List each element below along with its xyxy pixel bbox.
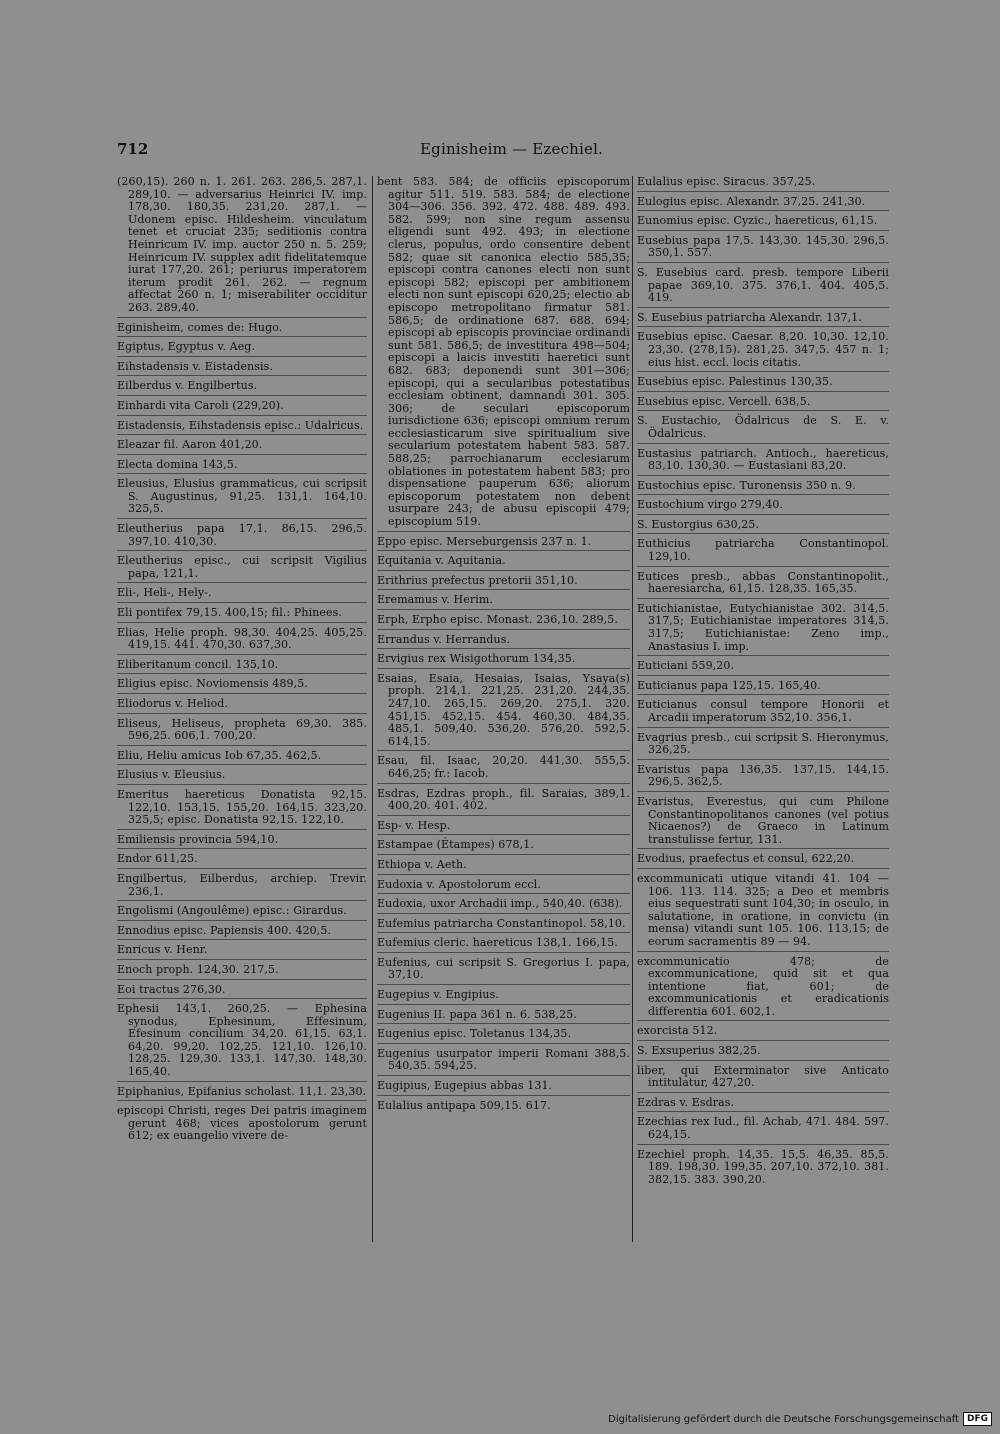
index-entry: Enoch proph. 124,30. 217,5.: [117, 964, 367, 980]
index-entry: Ezechiel proph. 14,35. 15,5. 46,35. 85,5. 189. 198,30. 199,35. 207,10. 372,10. 381. 382,15. 383. 390,20.: [637, 1147, 889, 1186]
index-entry: (260,15). 260 n. 1. 261. 263. 286,5. 287,1. 289,10. — adversarius Heinrici IV. imp. 178,30. 180,35. 231,20. 287,1. — Udonem episc. Hildesheim. vinculatum tenet et cruciat 235; seditionis contra Heinricum IV. imp. auctor 250 n. 5. 259; Heinricum IV. supplex adit fidelitatemque iurat 177,20. 261; periurus imperatorem iterum prodit 261. 262. — regnum affectat 260 n. 1; miserabiliter occiditur 263. 289,40.: [117, 176, 367, 318]
index-entry: Epiphanius, Epifanius scholast. 11,1. 23,30.: [117, 1086, 367, 1102]
index-entry: Erph, Erpho episc. Monast. 236,10. 289,5.: [377, 614, 630, 630]
index-entry: Eudoxia, uxor Archadii imp., 540,40. (638).: [377, 898, 630, 914]
index-entry: Eugenius episc. Toletanus 134,35.: [377, 1028, 630, 1044]
index-entry: Evodius, praefectus et consul, 622,20.: [637, 853, 889, 869]
index-entry: S. Eustachio, Ödalricus de S. E. v. Ödalricus.: [637, 415, 889, 443]
index-entry: Euthicius patriarcha Constantinopol. 129,10.: [637, 538, 889, 566]
dfg-logo: DFG: [963, 1412, 992, 1426]
index-entry: Ennodius episc. Papiensis 400. 420,5.: [117, 925, 367, 941]
index-entry: Eleazar fil. Aaron 401,20.: [117, 439, 367, 455]
index-entry: Ezechias rex Iud., fil. Achab, 471. 484. 597. 624,15.: [637, 1116, 889, 1144]
index-entry: episcopi Christi, reges Dei patris imaginem gerunt 468; vices apostolorum gerunt 612; ex euangelio vivere de-: [117, 1104, 367, 1143]
index-entry: Eulogius episc. Alexandr. 37,25. 241,30.: [637, 196, 889, 212]
index-entry: Eulalius episc. Siracus. 357,25.: [637, 176, 889, 192]
index-entry: Eustasius patriarch. Antioch., haereticus, 83,10. 130,30. — Eustasiani 83,20.: [637, 448, 889, 476]
index-entry: S. Exsuperius 382,25.: [637, 1045, 889, 1061]
index-entry: Ephesii 143,1. 260,25. — Ephesina synodus, Ephesinum, Effesinum, Efesinum concilium 34,20. 61,15. 63,1. 64,20. 99,20. 102,25. 121,10. 126,10. 128,25. 129,30. 133,1. 147,30. 148,30. 165,40.: [117, 1003, 367, 1082]
index-entry: excommunicatio 478; de excommunicatione, quid sit et qua intentione fiat, 601; de excommunicationis et eradicationis differentia 601. 602,1.: [637, 956, 889, 1022]
index-entry: Emeritus haereticus Donatista 92,15. 122,10. 153,15. 155,20. 164,15. 323,20. 325,5; episc. Donatista 92,15. 122,10.: [117, 789, 367, 830]
index-entry: Eugipius, Eugepius abbas 131.: [377, 1080, 630, 1096]
index-entry: exorcista 512.: [637, 1025, 889, 1041]
index-entry: Electa domina 143,5.: [117, 459, 367, 475]
index-entry: Erithrius prefectus pretorii 351,10.: [377, 575, 630, 591]
index-entry: Eusebius episc. Caesar. 8,20. 10,30. 12,10. 23,30. (278,15). 281,25. 347,5. 457 n. 1; eius hist. eccl. locis citatis.: [637, 331, 889, 372]
index-entry: bent 583. 584; de officiis episcoporum agitur 511. 519. 583. 584; de electione 304—306. 356. 392. 472. 488. 489. 493. 582. 599; non sine regum assensu eligendi sunt 492. 493; in electione clerus, populus, ordo consentire debent 582; quae sit canonica electio 585,35; episcopi contra canones electi non sunt episcopi 582; episcopi per ambitionem electi non sunt episcopi 620,25; electio ab episcopo metropolitano firmatur 581. 586,5; de ordinatione 687. 688. 694; episcopi ab episcopis provinciae ordinandi sunt 581. 586,5; de investitura 498—504; episcopi a laicis investiti haeretici sunt 682. 683; deponendi sunt 301—306; episcopi, qui a secularibus potestatibus ecclesiam obtinent, damnandi 301. 305. 306; de seculari episcoporum iurisdictione 636; episcopi omnium rerum ecclesiasticarum sive spiritualium sive secularium potestatem habent 583. 587. 588,25; parrochianarum ecclesiarum oblationes in potestatem habent 583; pro dispensatione pauperum 636; aliorum episcoporum potestatem non debent usurpare 243; de abusu episcopii 479; episcopium 519.: [377, 176, 630, 532]
index-entry: Eliu, Heliu amicus Iob 67,35. 462,5.: [117, 750, 367, 766]
index-entry: liber, qui Exterminator sive Anticato intitulatur, 427,20.: [637, 1065, 889, 1093]
index-entry: Elias, Helie proph. 98,30. 404,25. 405,25. 419,15. 441. 470,30. 637,30.: [117, 627, 367, 655]
index-entry: Eilberdus v. Engilbertus.: [117, 380, 367, 396]
index-entry: Eugenius usurpator imperii Romani 388,5. 540,35. 594,25.: [377, 1048, 630, 1076]
index-entry: Eppo episc. Merseburgensis 237 n. 1.: [377, 536, 630, 552]
index-entry: Einhardi vita Caroli (229,20).: [117, 400, 367, 416]
index-entry: Equitania v. Aquitania.: [377, 555, 630, 571]
index-entry: Euticianus consul tempore Honorii et Arcadii imperatorum 352,10. 356,1.: [637, 699, 889, 727]
index-entry: Evaristus papa 136,35. 137,15. 144,15. 296,5. 362,5.: [637, 764, 889, 792]
index-entry: Eli pontifex 79,15. 400,15; fil.: Phinees.: [117, 607, 367, 623]
index-entry: Eufemius cleric. haereticus 138,1. 166,15.: [377, 937, 630, 953]
index-entry: Eutichianistae, Eutychianistae 302. 314,5. 317,5; Eutichianistae imperatores 314,5. 317,5; Eutichianistae: Zeno imp., Anastasius I. imp.: [637, 603, 889, 656]
index-column-2: [377, 176, 630, 1118]
index-entry: Evaristus, Everestus, qui cum Philone Constantinopolitanos canones (vel potius Nicaenos?) de Graeco in Latinum transtulisse fertur, 131.: [637, 796, 889, 849]
index-entry: Euticiani 559,20.: [637, 660, 889, 676]
index-entry: Eremamus v. Herim.: [377, 594, 630, 610]
index-entry: Eliodorus v. Heliod.: [117, 698, 367, 714]
index-entry: Enricus v. Henr.: [117, 944, 367, 960]
index-entry: Eligius episc. Noviomensis 489,5.: [117, 678, 367, 694]
index-entry: Engolismi (Angoulême) episc.: Girardus.: [117, 905, 367, 921]
index-entry: Esaias, Esaia, Hesaias, Isaias, Ysaya(s) proph. 214,1. 221,25. 231,20. 244,35. 247,10. 265,15. 269,20. 275,1. 320. 451,15. 452,15. 454. 460,30. 484,35. 485,1. 509,40. 536,20. 576,20. 592,5. 614,15.: [377, 673, 630, 752]
page-number: 712: [117, 140, 149, 158]
index-entry: Eusebius papa 17,5. 143,30. 145,30. 296,5. 350,1. 557.: [637, 235, 889, 263]
running-head: Eginisheim — Ezechiel.: [420, 140, 604, 158]
index-entry: Eunomius episc. Cyzic., haereticus, 61,15.: [637, 215, 889, 231]
index-entry: Euticianus papa 125,15. 165,40.: [637, 680, 889, 696]
index-entry: Engilbertus, Eilberdus, archiep. Trevir. 236,1.: [117, 873, 367, 901]
index-column-3: [637, 176, 889, 1192]
index-entry: Eginisheim, comes de: Hugo.: [117, 322, 367, 338]
index-entry: Ezdras v. Esdras.: [637, 1097, 889, 1113]
column-divider: [372, 176, 373, 1242]
index-entry: Eliseus, Heliseus, propheta 69,30. 385. 596,25. 606,1. 700,20.: [117, 718, 367, 746]
index-entry: Eusebius episc. Palestinus 130,35.: [637, 376, 889, 392]
index-entry: Errandus v. Herrandus.: [377, 634, 630, 650]
index-entry: excommunicati utique vitandi 41. 104 — 106. 113. 114. 325; a Deo et membris eius sequestrati sunt 104,30; in osculo, in salutatione, in oratione, in convictu (in mensa) vitandi sunt 105. 106. 113,15; de eorum sacramentis 89 — 94.: [637, 873, 889, 952]
index-entry: Esau, fil. Isaac, 20,20. 441,30. 555,5. 646,25; fr.: Iacob.: [377, 755, 630, 783]
index-entry: Esdras, Ezdras proph., fil. Saraias, 389,1. 400,20. 401. 402.: [377, 788, 630, 816]
index-entry: Emiliensis provincia 594,10.: [117, 834, 367, 850]
index-entry: Eugenius II. papa 361 n. 6. 538,25.: [377, 1009, 630, 1025]
index-entry: Eleusius, Elusius grammaticus, cui scripsit S. Augustinus, 91,25. 131,1. 164,10. 325,5.: [117, 478, 367, 519]
index-entry: Eustochius episc. Turonensis 350 n. 9.: [637, 480, 889, 496]
credit-text: Digitalisierung gefördert durch die Deutsche Forschungsgemeinschaft: [608, 1413, 959, 1425]
index-entry: Eustochium virgo 279,40.: [637, 499, 889, 515]
index-entry: Eudoxia v. Apostolorum eccl.: [377, 879, 630, 895]
index-entry: Eleutherius episc., cui scripsit Vigilius papa, 121,1.: [117, 555, 367, 583]
index-entry: Eutices presb., abbas Constantinopolit., haeresiarcha, 61,15. 128,35. 165,35.: [637, 571, 889, 599]
index-entry: Endor 611,25.: [117, 853, 367, 869]
index-entry: Esp- v. Hesp.: [377, 820, 630, 836]
index-entry: Eufenius, cui scripsit S. Gregorius I. papa, 37,10.: [377, 957, 630, 985]
index-entry: S. Eusebius patriarcha Alexandr. 137,1.: [637, 312, 889, 328]
index-entry: Eugepius v. Engipius.: [377, 989, 630, 1005]
index-entry: Ethiopa v. Aeth.: [377, 859, 630, 875]
index-column-1: [117, 176, 367, 1149]
index-entry: Eusebius episc. Vercell. 638,5.: [637, 396, 889, 412]
index-entry: S. Eusebius card. presb. tempore Liberii papae 369,10. 375. 376,1. 404. 405,5. 419.: [637, 267, 889, 308]
index-entry: Ervigius rex Wisigothorum 134,35.: [377, 653, 630, 669]
index-entry: Evagrius presb., cui scripsit S. Hieronymus, 326,25.: [637, 732, 889, 760]
index-entry: Egiptus, Egyptus v. Aeg.: [117, 341, 367, 357]
index-entry: Estampae (Étampes) 678,1.: [377, 839, 630, 855]
index-entry: Eleutherius papa 17,1. 86,15. 296,5. 397,10. 410,30.: [117, 523, 367, 551]
index-entry: Eoi tractus 276,30.: [117, 984, 367, 1000]
index-entry: Eistadensis, Eihstadensis episc.: Udalricus.: [117, 420, 367, 436]
index-entry: Eli-, Heli-, Hely-.: [117, 587, 367, 603]
index-entry: S. Eustorgius 630,25.: [637, 519, 889, 535]
index-entry: Eihstadensis v. Eistadensis.: [117, 361, 367, 377]
index-entry: Eulalius antipapa 509,15. 617.: [377, 1098, 551, 1112]
column-divider: [632, 176, 633, 1242]
index-entry: Eliberitanum concil. 135,10.: [117, 659, 367, 675]
index-entry: Elusius v. Eleusius.: [117, 769, 367, 785]
digitization-credit: [608, 1412, 992, 1426]
index-entry: Eufemius patriarcha Constantinopol. 58,10.: [377, 918, 630, 934]
